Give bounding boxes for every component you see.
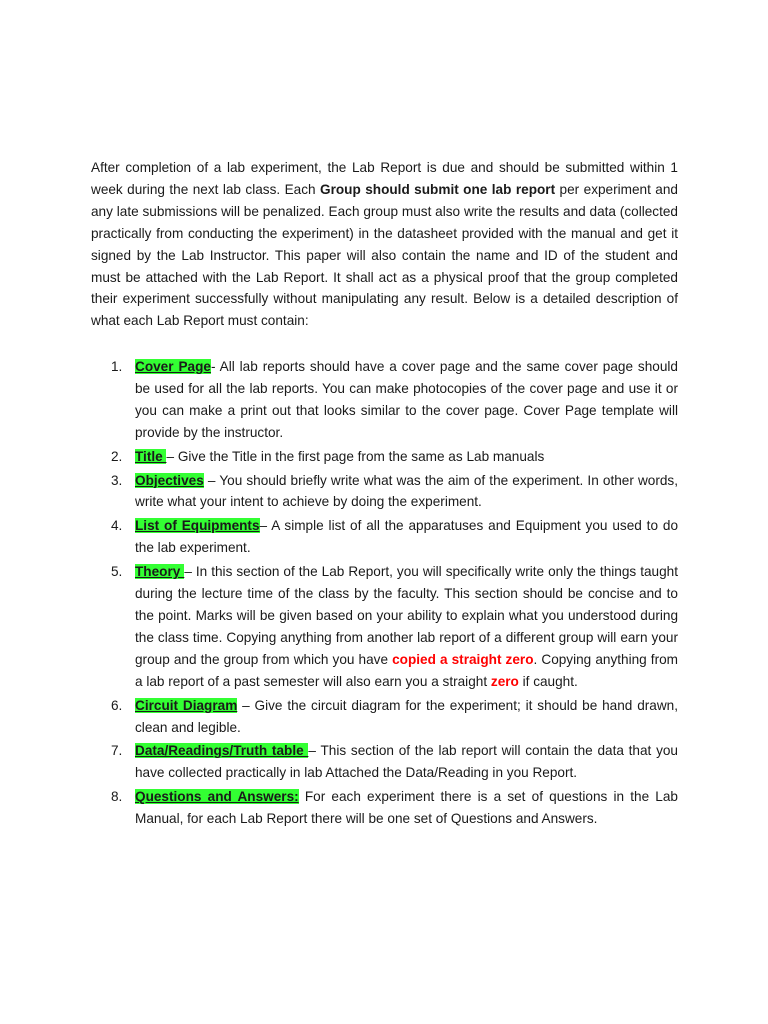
item-term: Questions and Answers: <box>135 789 299 805</box>
item-term: Cover Page <box>135 359 211 374</box>
item-text: A simple list of all the apparatuses and Equipment you used to do the lab experiment. <box>135 518 679 556</box>
item-text: if caught. <box>518 673 578 689</box>
item-separator: – <box>259 518 272 534</box>
item-text: In this section of the Lab Report, you will specifically write only the things taught during the lecture time of the class by the faculty. This section should be concise and to the point. Marks will be given based on your ability to explain what you understood during the class time. Copying anything from another lab report of a different group will earn your group and the group from which you have <box>135 564 678 667</box>
item-term: List of Equipments <box>135 518 260 534</box>
warning-text: copied a straight zero <box>392 651 534 667</box>
list-item <box>91 740 678 784</box>
item-text: . Copying anything from a lab report of a past semester will also earn you a straight <box>135 651 678 689</box>
item-number: 8. <box>111 789 123 805</box>
warning-text: zero <box>490 673 519 689</box>
list-item <box>91 515 678 559</box>
list-item <box>91 786 678 830</box>
item-term: Objectives <box>135 472 204 488</box>
item-number: 1. <box>111 359 123 374</box>
item-separator: - <box>210 359 220 374</box>
intro-text-2: per experiment and any late submissions will be penalized. Each group must also write the results and data (collected practically from conducting the experiment) in the datasheet provided with the manual and get it signed by the Lab Instructor. This paper will also contain the name and ID of the student and must be attached with the Lab Report. It shall act as a physical proof that the group completed their experiment successfully without manipulating any result. Below is a detailed description of what each Lab Report must contain: <box>91 181 678 329</box>
item-text: – Give the circuit diagram for the experiment; it should be hand drawn, clean and legible. <box>135 697 679 735</box>
list-item <box>91 470 678 514</box>
item-term: Circuit Diagram <box>135 697 238 713</box>
requirements-list <box>91 356 678 832</box>
list-item <box>91 356 678 444</box>
item-text: – You should briefly write what was the aim of the experiment. In other words, write what your intent to achieve by doing the experiment. <box>135 472 679 510</box>
item-text: – This section of the lab report will contain the data that you have collected practically in lab Attached the Data/Reading in you Report. <box>135 743 678 781</box>
intro-bold-text: Group should submit one lab report <box>320 181 556 197</box>
intro-paragraph <box>91 157 678 332</box>
item-separator: – <box>184 564 196 580</box>
item-term: Title <box>135 448 167 464</box>
item-text: For each experiment there is a set of questions in the Lab Manual, for each Lab Report there will be one set of Questions and Answers. <box>135 789 678 827</box>
item-text: – Give the Title in the first page from the same as Lab manuals <box>166 448 545 464</box>
list-item <box>91 561 678 692</box>
item-number: 3. <box>111 472 123 488</box>
list-item <box>91 695 678 739</box>
list-item <box>91 446 678 468</box>
intro-text-1: After completion of a lab experiment, the Lab Report is due and should be submitted within 1 week during the next lab class. Each <box>91 160 678 197</box>
item-text: All lab reports should have a cover page and the same cover page should be used for all the lab reports. You can make photocopies of the cover page and use it or you can make a print out that looks similar to the cover page. Cover Page template will provide by the instructor. <box>135 359 678 440</box>
item-term: Theory <box>135 564 185 580</box>
item-number: 4. <box>111 518 123 534</box>
item-number: 5. <box>111 564 123 580</box>
item-number: 6. <box>111 697 123 713</box>
item-number: 2. <box>111 448 123 464</box>
item-term: Data/Readings/Truth table <box>135 743 309 759</box>
item-number: 7. <box>111 743 123 759</box>
